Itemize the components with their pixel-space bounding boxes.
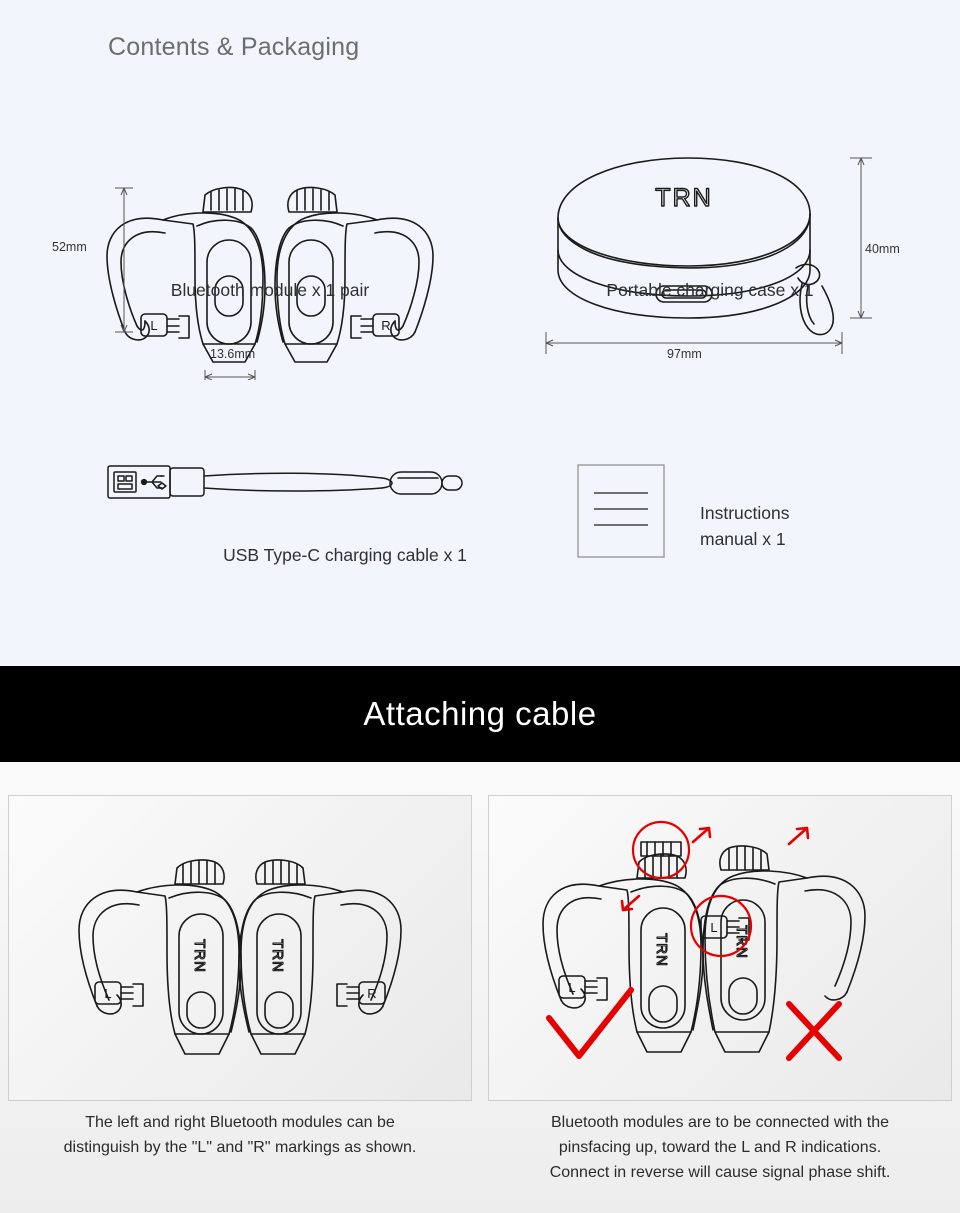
- case-height-dimension: 40mm: [865, 242, 900, 256]
- usb-cable-caption: USB Type-C charging cable x 1: [223, 545, 467, 565]
- svg-text:TRN: TRN: [655, 184, 713, 212]
- svg-text:L: L: [568, 980, 576, 995]
- attaching-cable-section: [0, 762, 960, 1213]
- banner-title: Attaching cable: [363, 695, 597, 732]
- panel-left-right-identification: [8, 795, 472, 1101]
- panel-left-caption: [8, 1110, 472, 1160]
- svg-text:TRN: TRN: [733, 925, 750, 959]
- svg-text:L: L: [710, 920, 718, 935]
- charging-case-drawing: [510, 100, 930, 380]
- svg-text:R: R: [367, 986, 377, 1001]
- attaching-cable-banner: [0, 666, 960, 762]
- page-title: Contents & Packaging: [108, 33, 360, 61]
- svg-text:TRN: TRN: [653, 933, 670, 967]
- left-right-modules-drawing: [9, 796, 471, 1100]
- svg-text:L: L: [150, 318, 158, 333]
- panel-correct-wrong-orientation: [488, 795, 952, 1101]
- module-height-dimension: 52mm: [52, 240, 87, 254]
- usb-cable-drawing: [90, 450, 480, 540]
- svg-text:L: L: [104, 986, 112, 1001]
- bluetooth-module-drawing: [55, 100, 485, 380]
- panel-right-caption: [488, 1110, 952, 1185]
- panel-right-caption-line1: Bluetooth modules are to be connected with the: [551, 1114, 889, 1131]
- bluetooth-module-caption: Bluetooth module x 1 pair: [170, 280, 370, 300]
- panel-right-caption-line2: pinsfacing up, toward the L and R indications.: [558, 1139, 882, 1156]
- module-width-dimension: 13.6mm: [210, 347, 256, 361]
- instructions-manual-caption: [700, 500, 789, 552]
- case-width-dimension: 97mm: [667, 347, 702, 361]
- instructions-manual-illustration: [560, 455, 940, 575]
- svg-text:TRN: TRN: [191, 939, 208, 973]
- svg-text:TRN: TRN: [269, 939, 286, 973]
- manual-drawing: [560, 455, 680, 565]
- charging-case-illustration: [510, 100, 930, 410]
- bluetooth-module-illustration: [52, 100, 485, 410]
- panel-left-caption-line1: The left and right Bluetooth modules can be: [85, 1114, 395, 1131]
- panel-left-caption-line2: distinguish by the "L" and "R" markings as shown.: [63, 1139, 417, 1156]
- manual-caption-line1: Instructions: [700, 503, 790, 523]
- panel-right-caption-line3: Connect in reverse will cause signal phase shift.: [549, 1164, 891, 1181]
- manual-caption-line2: manual x 1: [700, 529, 786, 549]
- usb-cable-illustration: [90, 450, 480, 590]
- svg-text:R: R: [381, 318, 391, 333]
- orientation-modules-drawing: [489, 796, 951, 1100]
- charging-case-caption: Portable charging case x 1: [606, 280, 814, 300]
